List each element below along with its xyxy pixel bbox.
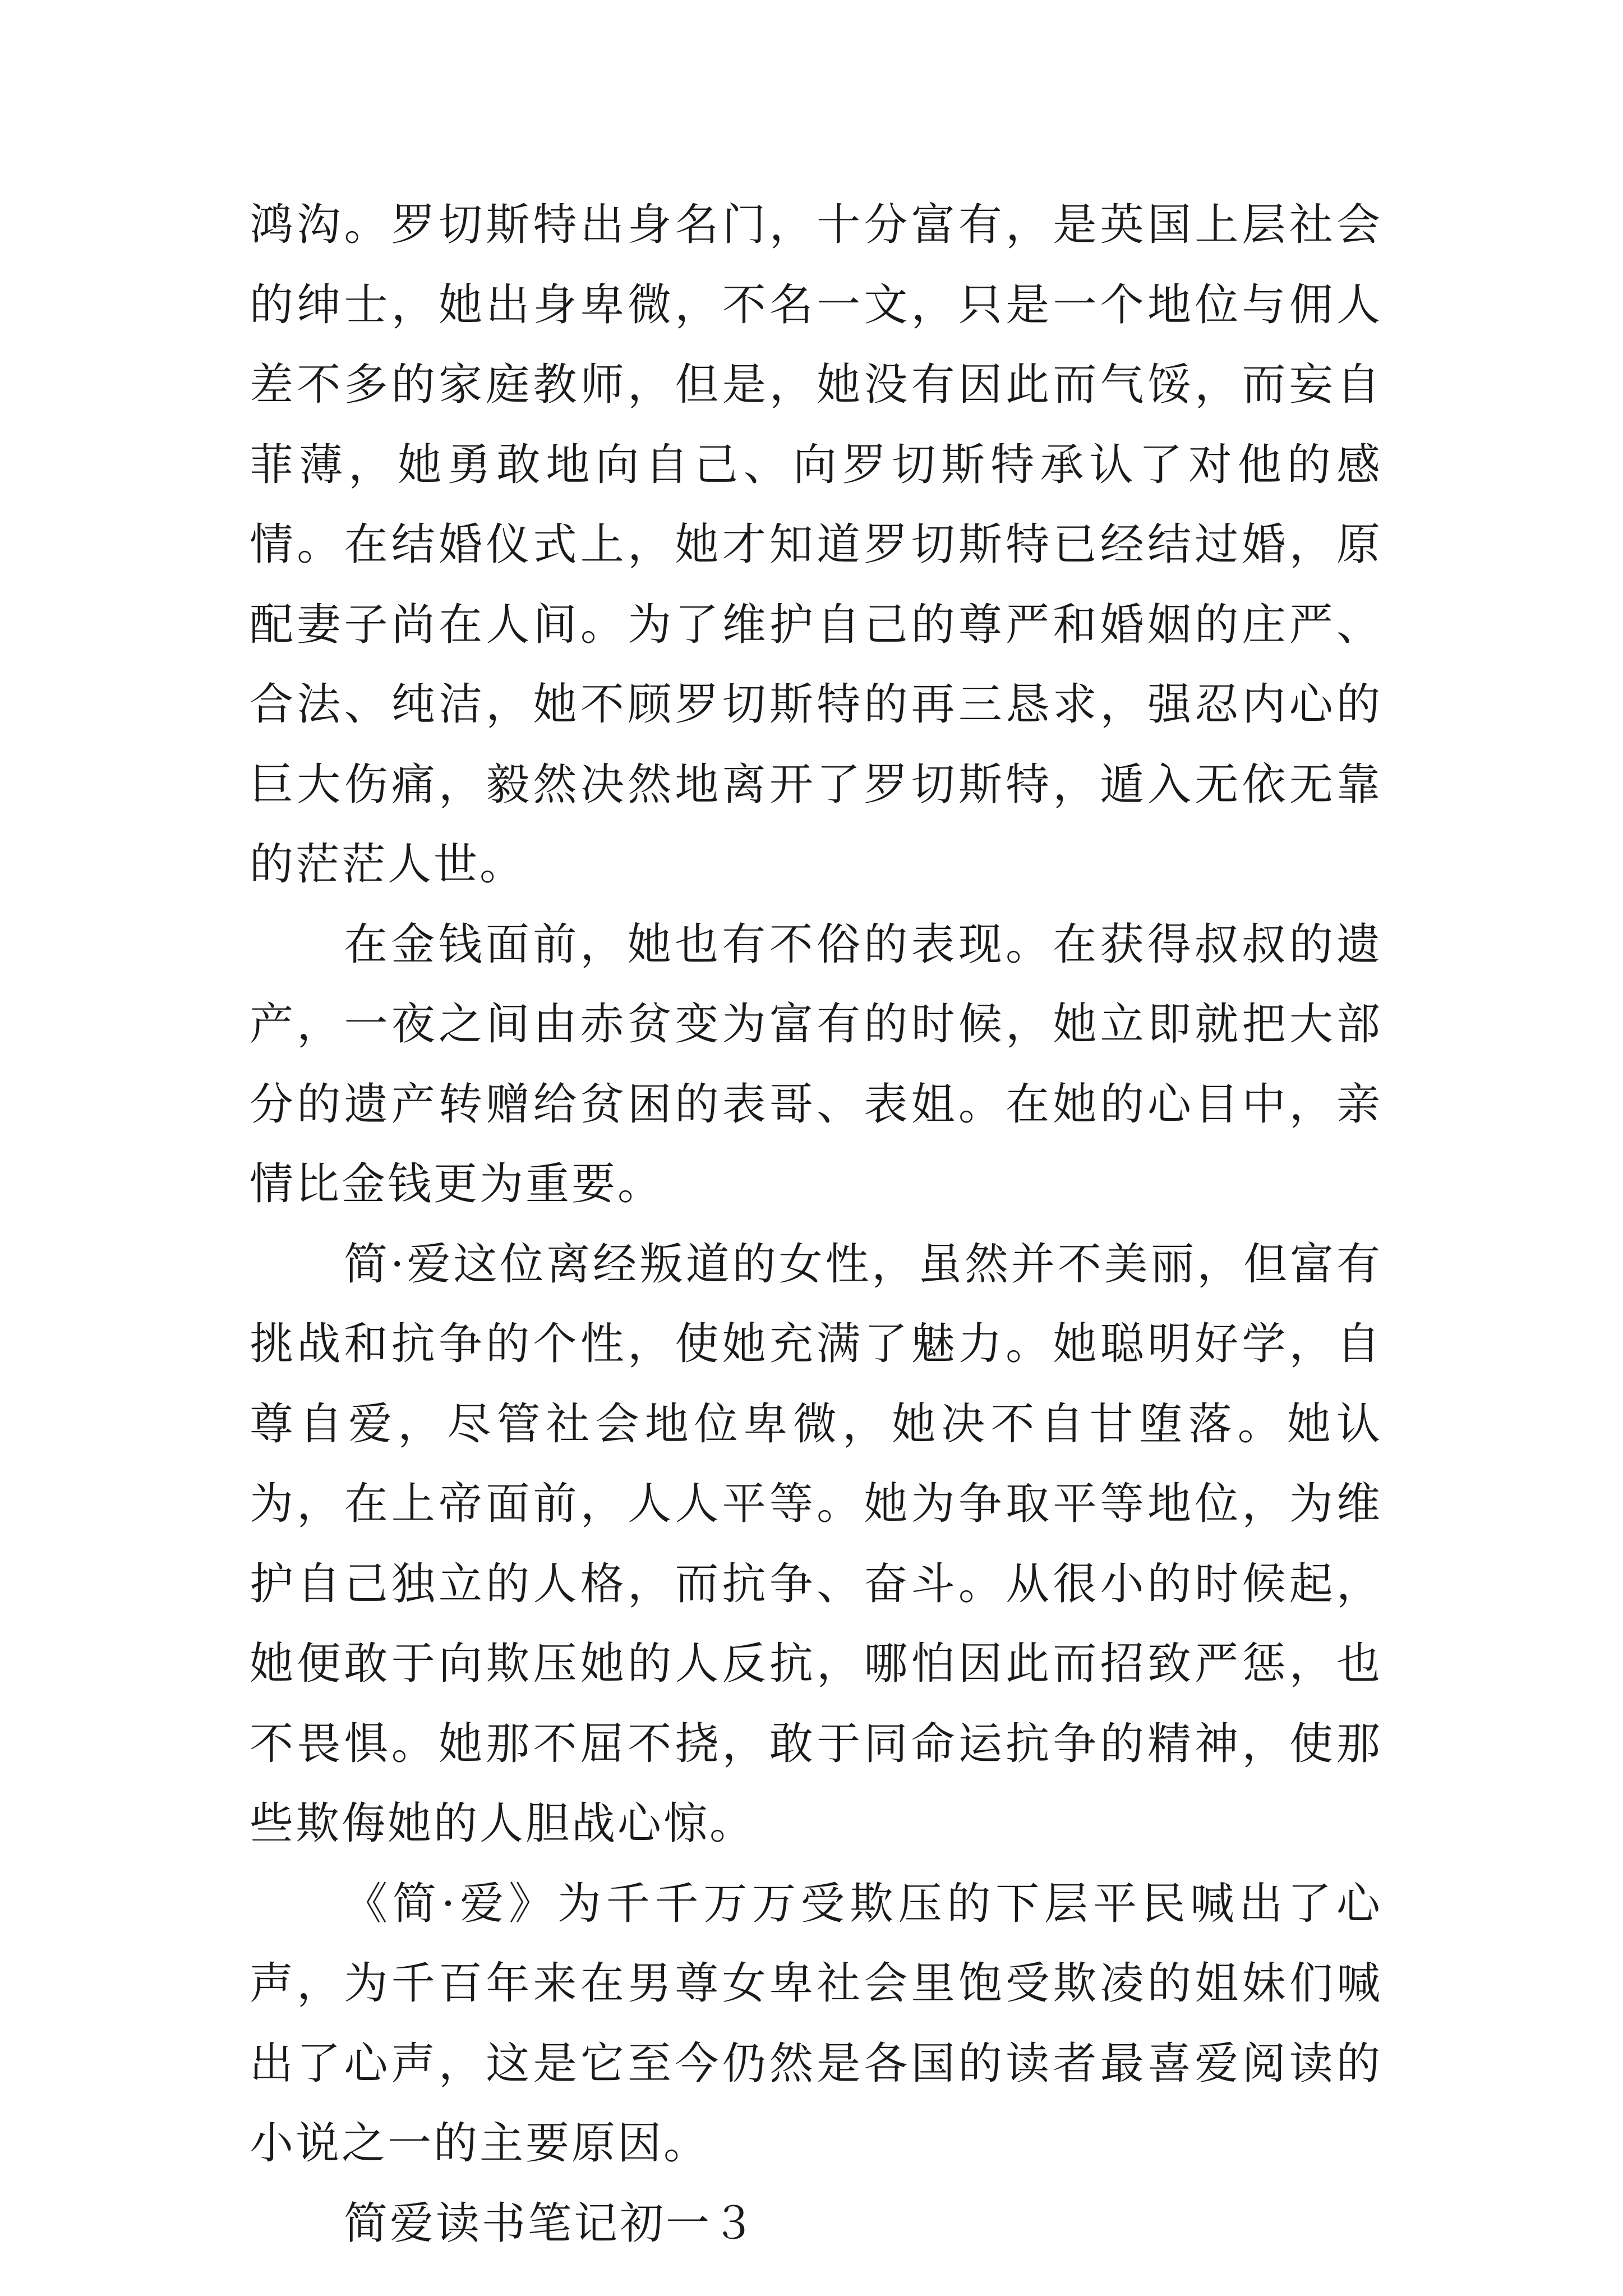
section-heading: 简爱读书笔记初一３ <box>344 2198 758 2249</box>
document-body <box>250 185 1382 2263</box>
paragraph-money: 在金钱面前，她也有不俗的表现。在获得叔叔的遗产，一夜之间由赤贫变为富有的时候，她立即就把大部分的遗产转赠给贫困的表哥、表姐。在她的心目中，亲情比金钱更为重要。 <box>250 919 1382 1209</box>
paragraph-conclusion: 《简·爱》为千千万万受欺压的下层平民喊出了心声，为千百年来在男尊女卑社会里饱受欺凌的姐妹们喊出了心声，这是它至今仍然是各国的读者最喜爱阅读的小说之一的主要原因。 <box>250 1878 1382 2169</box>
paragraph-continuation: 鸿沟。罗切斯特出身名门，十分富有，是英国上层社会的绅士，她出身卑微，不名一文，只是一个地位与佣人差不多的家庭教师，但是，她没有因此而气馁，而妄自菲薄，她勇敢地向自己、向罗切斯特承认了对他的感情。在结婚仪式上，她才知道罗切斯特已经结过婚，原配妻子尚在人间。为了维护自己的尊严和婚姻的庄严、合法、纯洁，她不顾罗切斯特的再三恳求，强忍内心的巨大伤痛，毅然决然地离开了罗切斯特，遁入无依无靠的茫茫人世。 <box>250 200 1382 890</box>
paragraph-character: 简·爱这位离经叛道的女性，虽然并不美丽，但富有挑战和抗争的个性，使她充满了魅力。她聪明好学，自尊自爱，尽管社会地位卑微，她决不自甘堕落。她认为，在上帝面前，人人平等。她为争取平等地位，为维护自己独立的人格，而抗争、奋斗。从很小的时候起，她便敢于向欺压她的人反抗，哪怕因此而招致严惩，也不畏惧。她那不屈不挠，敢于同命运抗争的精神，使那些欺侮她的人胆战心惊。 <box>250 1239 1382 1849</box>
